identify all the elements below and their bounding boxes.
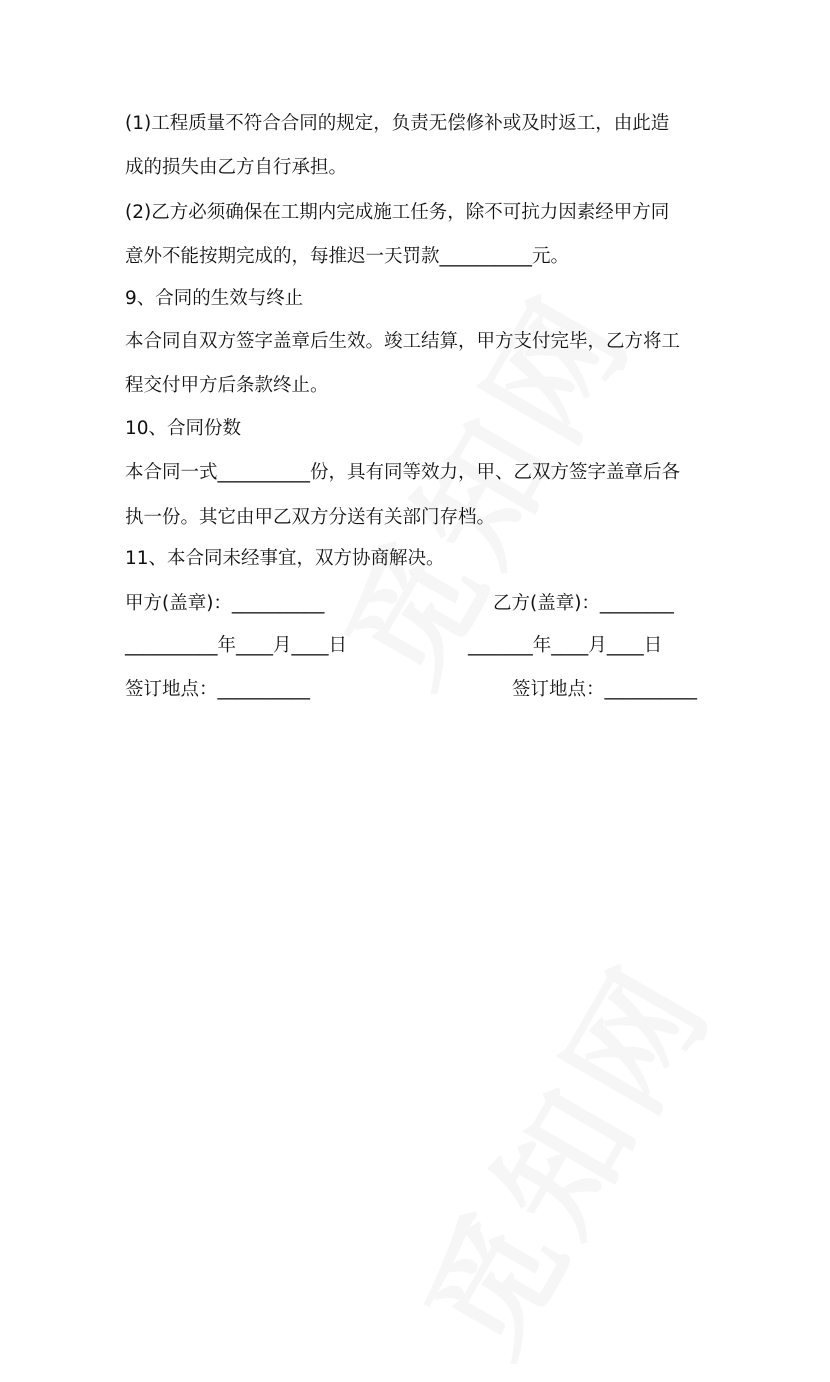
party-b-date: _______年____月____日 [468,635,663,656]
section-9-line-2: 程交付甲方后条款终止。 [125,375,329,396]
clause-2-line-1: (2)乙方必须确保在工期内完成施工任务，除不可抗力因素经甲方同 [125,202,670,223]
party-a-seal: 甲方(盖章)：__________ [125,593,325,614]
party-b-seal: 乙方(盖章)：________ [493,593,674,614]
party-a-date: __________年____月____日 [125,635,348,656]
party-b-place: 签订地点：__________ [512,679,698,700]
section-10-heading: 10、合同份数 [125,418,242,439]
section-10-line-2: 执一份。其它由甲乙双方分送有关部门存档。 [125,507,496,528]
section-9-line-1: 本合同自双方签字盖章后生效。竣工结算，甲方支付完毕，乙方将工 [125,331,681,352]
section-9-heading: 9、合同的生效与终止 [125,288,304,309]
party-a-place: 签订地点：__________ [125,679,311,700]
clause-1-line-2: 成的损失由乙方自行承担。 [125,157,348,178]
section-11-heading: 11、本合同未经事宜，双方协商解决。 [125,548,445,569]
clause-2-line-2: 意外不能按期完成的，每推迟一天罚款__________元。 [125,246,570,267]
watermark-bottom [374,925,746,1382]
section-10-line-1: 本合同一式__________份，具有同等效力，甲、乙双方签字盖章后各 [125,462,681,483]
clause-1-line-1: (1)工程质量不符合合同的规定，负责无偿修补或及时返工，由此造 [125,113,670,134]
